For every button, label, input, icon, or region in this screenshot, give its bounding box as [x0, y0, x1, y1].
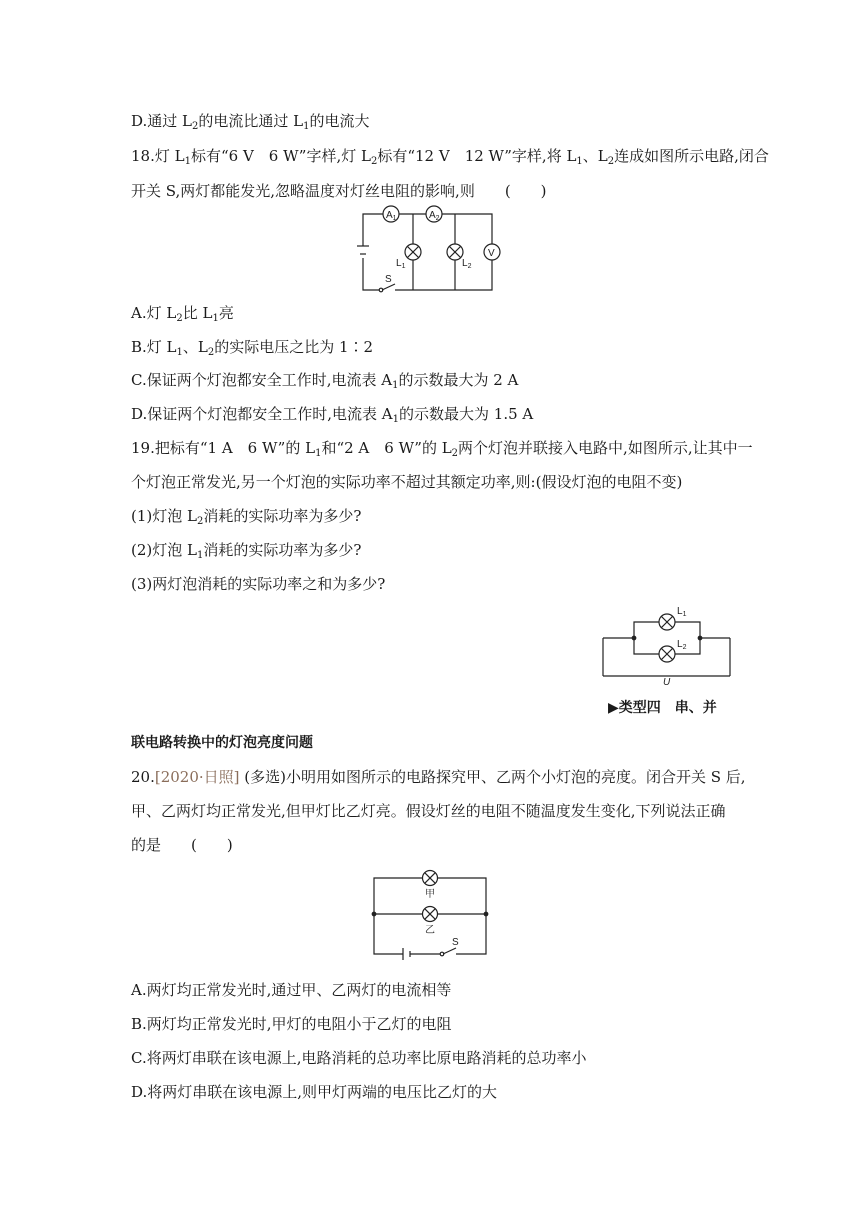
q18-label-a2: $A_2$: [429, 210, 440, 222]
section-type-label: ▶类型四 串、并: [608, 700, 717, 716]
q18-option-a: A.灯 $L_2$比 $L_1$亮: [131, 304, 234, 324]
q20-source: [2020·日照]: [154, 768, 240, 786]
q20-stem-line1: 20.[2020·日照] (多选)小明用如图所示的电路探究甲、乙两个小灯泡的亮度。闭合开关 S 后,: [131, 768, 746, 786]
q18-label-v: V: [488, 248, 495, 259]
q18-option-d: D.保证两个灯泡都安全工作时,电流表 $A_1$的示数最大为 1.5 A: [131, 405, 534, 425]
q20-option-a: A.两灯均正常发光时,通过甲、乙两灯的电流相等: [131, 981, 452, 999]
q20-option-c: C.将两灯串联在该电源上,电路消耗的总功率比原电路消耗的总功率小: [131, 1049, 587, 1067]
q19-subquestion-1: (1)灯泡 $L_2$消耗的实际功率为多少?: [131, 507, 362, 527]
q20-option-d: D.将两灯串联在该电源上,则甲灯两端的电压比乙灯的大: [131, 1083, 498, 1101]
q19-label-u: U: [663, 677, 671, 686]
q18-label-s: S: [385, 274, 392, 285]
q20-option-b: B.两灯均正常发光时,甲灯的电阻小于乙灯的电阻: [131, 1015, 452, 1033]
q20-circuit-diagram: [370, 866, 492, 960]
q20-label-s: S: [452, 937, 459, 948]
q19-label-l1: $L_1$: [677, 606, 687, 618]
q20-stem-line3: 的是 ( ): [131, 836, 233, 854]
q17-option-d: D.通过 $L_2$的电流比通过 $L_1$的电流大: [131, 112, 370, 132]
q18-option-c: C.保证两个灯泡都安全工作时,电流表 $A_1$的示数最大为 2 A: [131, 371, 519, 391]
q19-stem-line1: 19.把标有“1 A 6 W”的 $L_1$和“2 A 6 W”的 $L_2$两个灯泡并联接入电路中,如图所示,让其中一: [131, 439, 753, 459]
q18-circuit-diagram: [355, 204, 505, 296]
q18-label-l1: $L_1$: [396, 258, 406, 270]
q18-label-l2: $L_2$: [462, 258, 472, 270]
q18-stem-line1: 18.灯 $L_1$标有“6 V 6 W”字样,灯 $L_2$标有“12 V 12 W”字样,将 $L_1$、$L_2$连成如图所示电路,闭合: [131, 147, 769, 167]
q19-subquestion-3: (3)两灯泡消耗的实际功率之和为多少?: [131, 575, 386, 593]
q19-label-l2: $L_2$: [677, 639, 687, 651]
q19-stem-line2: 个灯泡正常发光,另一个灯泡的实际功率不超过其额定功率,则:(假设灯泡的电阻不变): [131, 473, 683, 491]
q20-label-jia: 甲: [425, 889, 435, 900]
q20-label-yi: 乙: [425, 925, 435, 936]
q18-stem-line2: 开关 S,两灯都能发光,忽略温度对灯丝电阻的影响,则 ( ): [131, 182, 547, 200]
q19-circuit-diagram: [598, 604, 734, 686]
q19-subquestion-2: (2)灯泡 $L_1$消耗的实际功率为多少?: [131, 541, 362, 561]
q18-option-b: B.灯 $L_1$、$L_2$的实际电压之比为 1∶2: [131, 338, 374, 358]
section-type-continuation: 联电路转换中的灯泡亮度问题: [131, 735, 313, 751]
q18-label-a1: $A_1$: [386, 210, 397, 222]
q20-stem-line2: 甲、乙两灯均正常发光,但甲灯比乙灯亮。假设灯丝的电阻不随温度发生变化,下列说法正确: [131, 802, 726, 820]
